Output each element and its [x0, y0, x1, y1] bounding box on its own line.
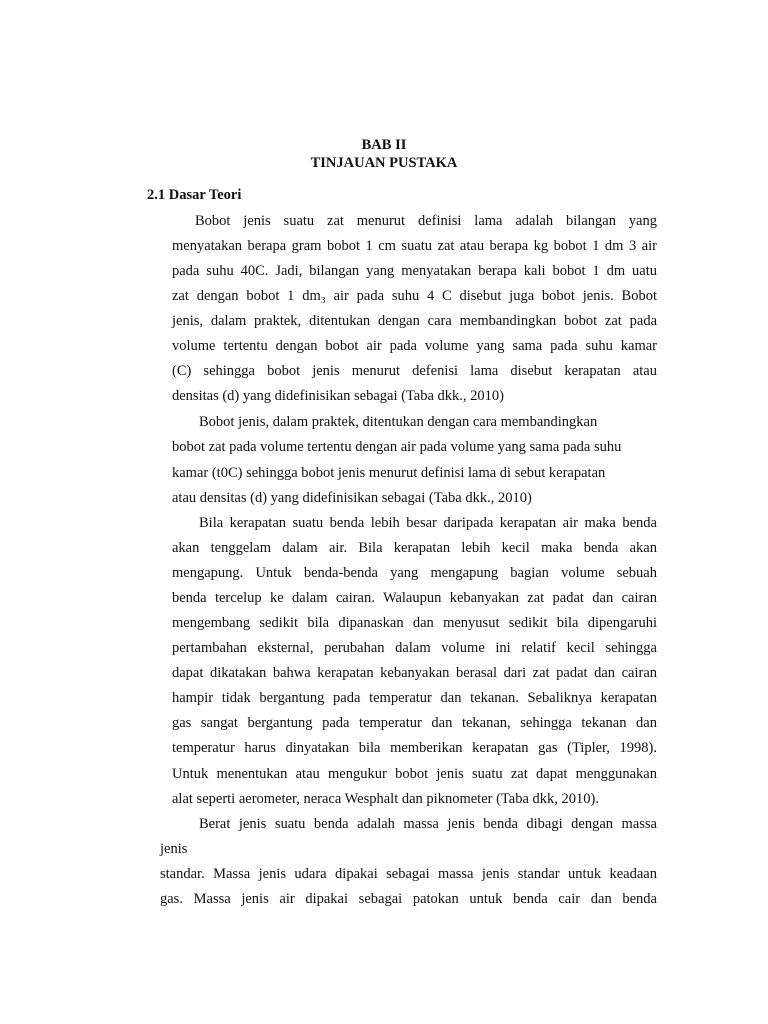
- text-line: gas. Massa jenis air dipakai sebagai patokan untuk benda cair dan benda: [160, 891, 657, 907]
- text-line: jenis, dalam praktek, ditentukan dengan cara membandingkan bobot zat pada: [172, 313, 657, 329]
- text-line: Bobot jenis, dalam praktek, ditentukan dengan cara membandingkan: [199, 414, 598, 430]
- text-line: mengembang sedikit bila dipanaskan dan menyusut sedikit bila dipengaruhi: [172, 615, 657, 631]
- text-line: gas sangat bergantung pada temperatur dan tekanan, sehingga tekanan dan: [172, 715, 657, 731]
- text-line: Berat jenis suatu benda adalah massa jenis benda dibagi dengan massa: [199, 816, 657, 832]
- text-line: densitas (d) yang didefinisikan sebagai (Taba dkk., 2010): [172, 388, 504, 404]
- text-line: akan tenggelam dalam air. Bila kerapatan lebih kecil maka benda akan: [172, 540, 657, 556]
- text-line: temperatur harus dinyatakan bila memberikan kerapatan gas (Tipler, 1998).: [172, 740, 657, 756]
- text-line: benda tercelup ke dalam cairan. Walaupun kebanyakan zat padat dan cairan: [172, 590, 657, 606]
- text-line: atau densitas (d) yang didefinisikan sebagai (Taba dkk., 2010): [172, 490, 532, 506]
- chapter-title: TINJAUAN PUSTAKA: [310, 155, 458, 171]
- text-line: hampir tidak bergantung pada temperatur dan tekanan. Sebaliknya kerapatan: [172, 690, 657, 706]
- text-line: alat seperti aerometer, neraca Wesphalt dan piknometer (Taba dkk, 2010).: [172, 791, 599, 807]
- text-line: zat dengan bobot 1 dm₃ air pada suhu 4 C disebut juga bobot jenis. Bobot: [172, 288, 657, 304]
- chapter-label: BAB II: [361, 137, 407, 153]
- text-line: (C) sehingga bobot jenis menurut defenisi lama disebut kerapatan atau: [172, 363, 657, 379]
- text-line: Untuk menentukan atau mengukur bobot jenis suatu zat dapat menggunakan: [172, 766, 657, 782]
- text-line: kamar (t0C) sehingga bobot jenis menurut definisi lama di sebut kerapatan: [172, 465, 606, 481]
- text-line: dapat dikatakan bahwa kerapatan kebanyakan berasal dari zat padat dan cairan: [172, 665, 657, 681]
- text-line: jenis: [160, 841, 188, 857]
- text-line: mengapung. Untuk benda-benda yang mengapung bagian volume sebuah: [172, 565, 657, 581]
- text-line: volume tertentu dengan bobot air pada volume yang sama pada suhu kamar: [172, 338, 657, 354]
- section-heading: 2.1 Dasar Teori: [147, 187, 242, 203]
- text-line: pada suhu 40C. Jadi, bilangan yang menyatakan berapa kali bobot 1 dm uatu: [172, 263, 657, 279]
- text-line: standar. Massa jenis udara dipakai sebagai massa jenis standar untuk keadaan: [160, 866, 657, 882]
- text-line: pertambahan eksternal, perubahan dalam volume ini relatif kecil sehingga: [172, 640, 657, 656]
- text-line: Bobot jenis suatu zat menurut definisi lama adalah bilangan yang: [195, 213, 657, 229]
- text-line: bobot zat pada volume tertentu dengan air pada volume yang sama pada suhu: [172, 439, 622, 455]
- text-line: Bila kerapatan suatu benda lebih besar daripada kerapatan air maka benda: [199, 515, 657, 531]
- text-line: menyatakan berapa gram bobot 1 cm suatu zat atau berapa kg bobot 1 dm 3 air: [172, 238, 657, 254]
